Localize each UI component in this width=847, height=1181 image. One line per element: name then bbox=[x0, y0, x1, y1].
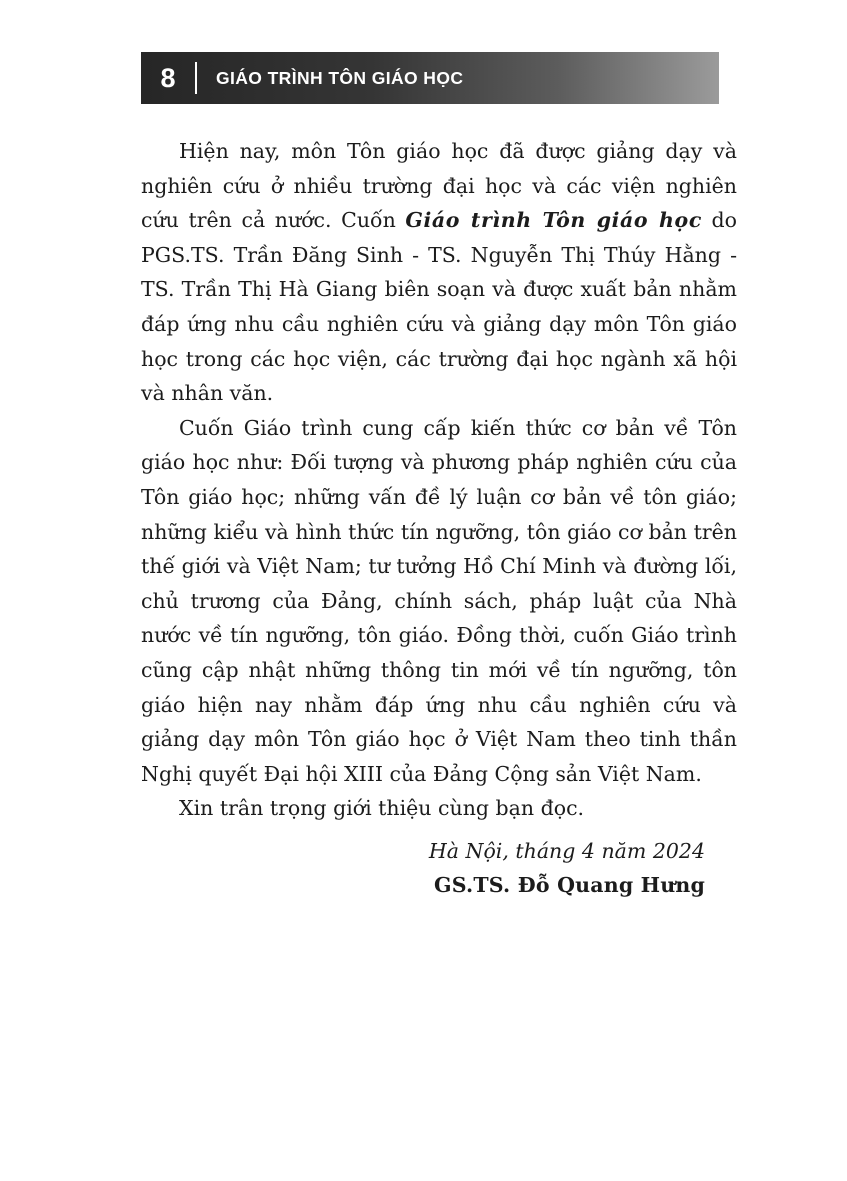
signature-block bbox=[141, 834, 737, 903]
paragraph-1-text-start: Hiện nay, môn Tôn giáo học đã được giảng dạy và nghiên cứu ở nhiều trường đại học và các viện nghiên cứu trên cả nước. Cuốn bbox=[141, 139, 737, 233]
paragraph-1-text-end: do PGS.TS. Trần Đăng Sinh - TS. Nguyễn Thị Thúy Hằng - TS. Trần Thị Hà Giang biên soạn và được xuất bản nhằm đáp ứng nhu cầu nghiên cứu và giảng dạy môn Tôn giáo học trong các học viện, các trường đại học ngành xã hội và nhân văn. bbox=[141, 208, 737, 406]
paragraph-1 bbox=[141, 134, 737, 411]
signature-place-date: Hà Nội, tháng 4 năm 2024 bbox=[428, 838, 705, 863]
page-number: 8 bbox=[160, 62, 176, 93]
page-header bbox=[141, 52, 719, 104]
header-divider bbox=[195, 62, 197, 94]
page-content bbox=[141, 134, 737, 903]
paragraph-2: Cuốn Giáo trình cung cấp kiến thức cơ bản về Tôn giáo học như: Đối tượng và phương pháp nghiên cứu của Tôn giáo học; những vấn đề lý luận cơ bản về tôn giáo; những kiểu và hình thức tín ngưỡng, tôn giáo cơ bản trên thế giới và Việt Nam; tư tưởng Hồ Chí Minh và đường lối, chủ trương của Đảng, chính sách, pháp luật của Nhà nước về tín ngưỡng, tôn giáo. Đồng thời, cuốn Giáo trình cũng cập nhật những thông tin mới về tín ngưỡng, tôn giáo hiện nay nhằm đáp ứng nhu cầu nghiên cứu và giảng dạy môn Tôn giáo học ở Việt Nam theo tinh thần Nghị quyết Đại hội XIII của Đảng Cộng sản Việt Nam. bbox=[141, 415, 737, 786]
signature-author: GS.TS. Đỗ Quang Hưng bbox=[434, 873, 705, 898]
book-title: GIÁO TRÌNH TÔN GIÁO HỌC bbox=[216, 67, 464, 88]
paragraph-1-book-title-emphasis: Giáo trình Tôn giáo học bbox=[405, 208, 702, 233]
paragraph-3: Xin trân trọng giới thiệu cùng bạn đọc. bbox=[179, 796, 585, 821]
